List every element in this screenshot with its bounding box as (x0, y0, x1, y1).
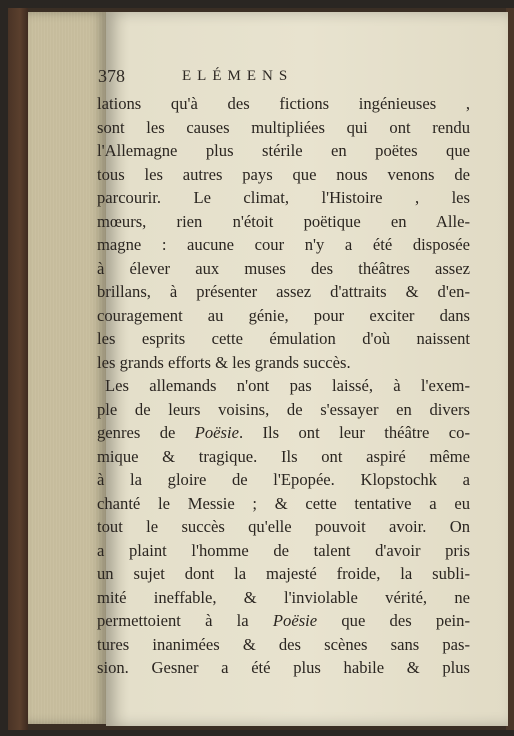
text-line: brillans, à présenter assez d'attraits & d'en- (97, 282, 470, 301)
text-line: tures inanimées & des scènes sans pas- (97, 634, 470, 654)
text-line: sont les causes multipliées qui ont rendu (97, 117, 470, 137)
page-edges (28, 12, 106, 724)
text-line: à la gloire de l'Epopée. Klopstochk a (97, 470, 470, 489)
text-line: sion. Gesner a été plus habile & plus (97, 658, 470, 677)
page-header (98, 66, 398, 92)
italic-word: Poësie (272, 611, 318, 630)
text-line: les grands efforts & les grands succès. (97, 352, 351, 372)
text-run: permettoient à la (97, 611, 273, 630)
text-line: chanté le Messie ; & cette tentative a eu (97, 493, 470, 513)
text-line: un sujet dont la majesté froide, la subli- (97, 564, 470, 583)
text-line: couragement au génie, pour exciter dans (97, 305, 470, 325)
text-line: mœurs, rien n'étoit poëtique en Alle- (97, 211, 470, 231)
text-line: tous les autres pays que nous venons de (97, 164, 470, 184)
text-line: l'Allemagne plus stérile en poëtes que (97, 141, 470, 160)
text-line: tout le succès qu'elle pouvoit avoir. On (97, 517, 470, 536)
text-line: magne : aucune cour n'y a été disposée (97, 235, 470, 254)
text-line: Les allemands n'ont pas laissé, à l'exem- (105, 376, 470, 395)
text-line: les esprits cette émulation d'où naissent (97, 329, 470, 348)
running-head: ELÉMENS (182, 68, 294, 84)
text-line: lations qu'à des fictions ingénieuses , (97, 94, 470, 113)
text-line: parcourir. Le climat, l'Histoire , les (97, 188, 470, 207)
text-line: mité ineffable, & l'inviolable vérité, ne (97, 587, 470, 607)
text-line: à élever aux muses des théâtres assez (97, 258, 470, 278)
text-run: genres de (97, 423, 195, 442)
book-cover-edge (8, 8, 28, 730)
text-line: mique & tragique. Ils ont aspiré même (97, 446, 470, 466)
page-number: 378 (98, 66, 125, 86)
text-line: a plaint l'homme de talent d'avoir pris (97, 540, 470, 560)
text-line (97, 609, 470, 633)
text-line (97, 421, 470, 445)
italic-word: Poësie (194, 423, 239, 442)
text-run: . Ils ont leur théâtre co- (238, 423, 470, 442)
body-text (97, 92, 470, 680)
text-line: ple de leurs voisins, de s'essayer en divers (97, 399, 470, 419)
text-run: que des pein- (317, 611, 470, 630)
